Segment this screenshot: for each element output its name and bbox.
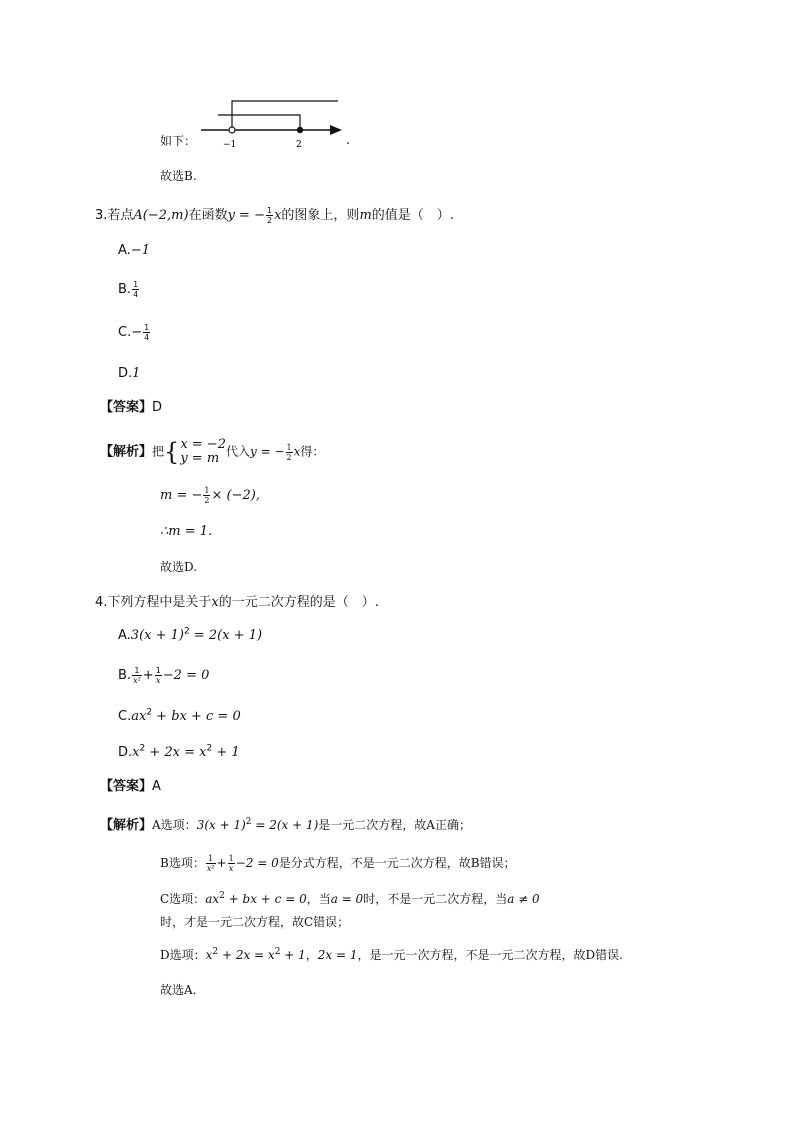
q4-stem: 4.下列方程中是关于x的一元二次方程的是（ ）. <box>95 595 379 610</box>
q3-analysis: 【解析】把{ x = −2 y = m 代入y = − $\frac{1}{2}$ x得： <box>100 437 325 466</box>
tick-label-minus-one: −1 <box>223 140 237 150</box>
q3-option-c: C.− $\frac{1}{4}$ <box>118 323 150 342</box>
closed-endpoint <box>297 127 303 133</box>
q4-answer: 【答案】A <box>100 779 161 794</box>
q4-analysis-b: B选项： $\frac{1}{\text{x²}}$ + $\frac{1}{x}$ −2 = 0是分式方程，不是一元二次方程，故B错误； <box>160 854 516 873</box>
q4-analysis-c: C选项：$ax^2$ + bx + c = 0，当a = 0时，不是一元二次方程，当a ≠ 0 <box>160 891 540 906</box>
q4-analysis-a: 【解析】A选项：$3(x + 1)^2 = 2(x + 1)$是一元二次方程，故A正确； <box>100 817 471 833</box>
q3-stem: 3.若点A(−2,m)在函数y = − $\frac{1}{2}$ x的图象上，则m的值是（ ）. <box>95 206 454 225</box>
q2-choose: 故选B. <box>160 169 197 183</box>
q4-option-c: $C.ax^2$ + bx + c = 0 <box>118 707 241 724</box>
q3-option-b: B. $\frac{1}{4}$ <box>118 280 139 299</box>
figure-prefix: 如下： <box>160 134 197 148</box>
number-line-arrow <box>330 125 342 135</box>
q3-step-1: m = − $\frac{1}{2}$ × (−2), <box>160 486 260 505</box>
open-endpoint <box>229 127 235 133</box>
q3-step-2: ∴m = 1. <box>160 524 213 539</box>
q4-analysis-c-cont: 时，才是一元二次方程，故C错误； <box>160 915 350 929</box>
q3-option-d: D.1 <box>118 366 141 381</box>
tick-label-two: 2 <box>296 140 302 150</box>
q4-analysis-d: D选项：$x^2 + 2x = x^2 + 1$，2x = 1，是一元一次方程，不是一元二次方程，故D错误. <box>160 947 623 962</box>
q3-choose: 故选D. <box>160 560 198 574</box>
q4-option-d: $D.x^2 + 2x = x^2 + 1$ <box>118 743 240 760</box>
figure-suffix: . <box>346 133 351 148</box>
q4-option-a: $A.3(x + 1)^2 = 2(x + 1)$ <box>118 626 263 643</box>
number-line-figure <box>196 95 346 157</box>
q3-option-a: A.−1 <box>118 243 150 258</box>
q4-option-b: B. $\frac{1}{\text{x²}}$ + $\frac{1}{x}$ −2 = 0 <box>118 666 210 685</box>
q3-answer: 【答案】D <box>100 400 163 415</box>
q4-choose: 故选A. <box>160 983 197 997</box>
